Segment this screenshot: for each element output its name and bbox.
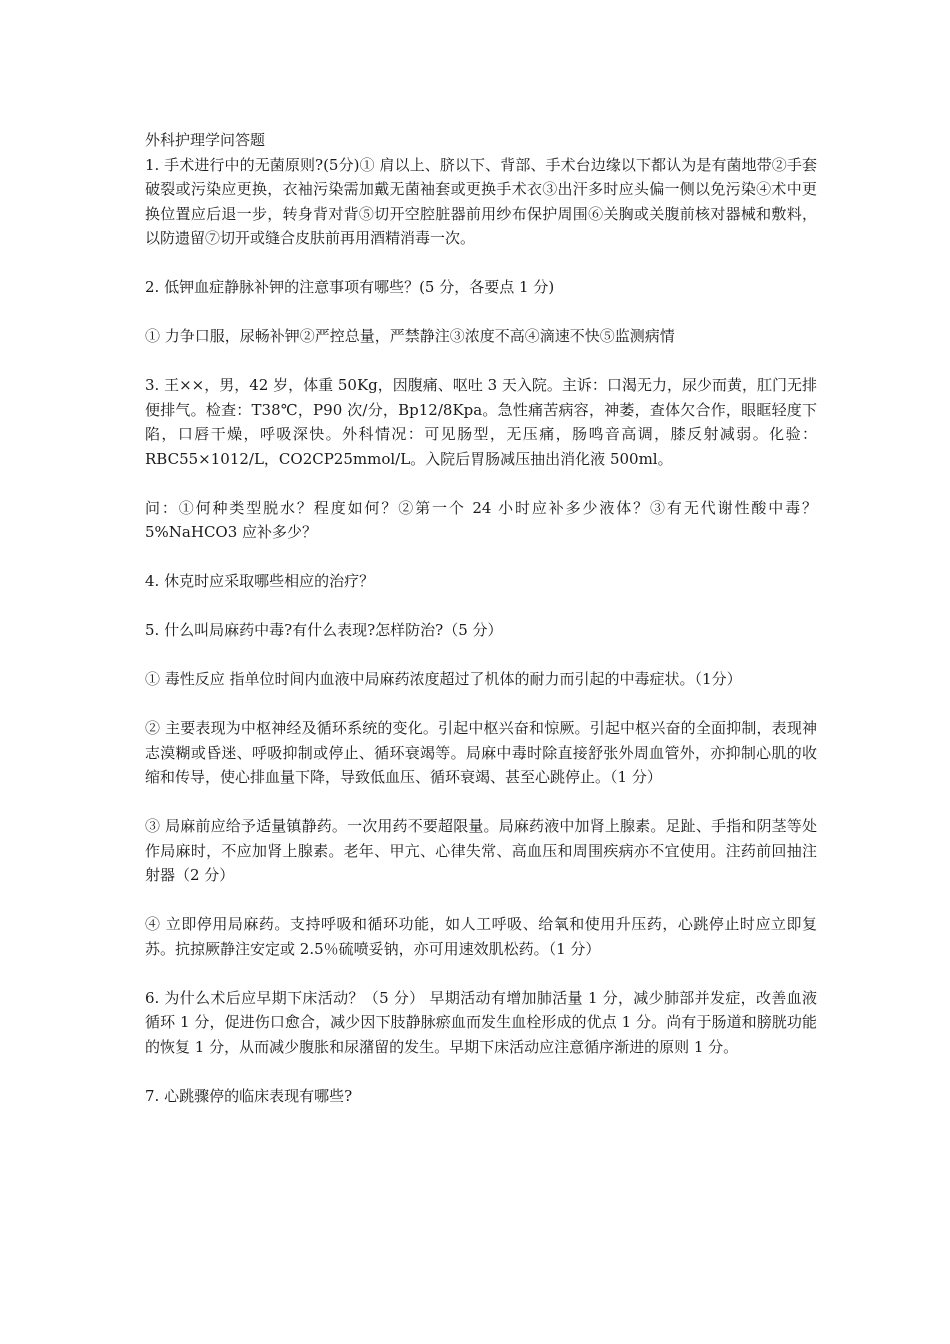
paragraph-q5: 5. 什么叫局麻药中毒?有什么表现?怎样防治?（5 分） — [145, 621, 503, 639]
document-page — [145, 128, 817, 1133]
paragraph-q5-answer-1: ① 毒性反应 指单位时间内血液中局麻药浓度超过了机体的耐力而引起的中毒症状。（1分） — [145, 670, 742, 688]
document-title: 外科护理学问答题 — [145, 131, 266, 149]
paragraph-q6: 6. 为什么术后应早期下床活动？（5 分） 早期活动有增加肺活量 1 分，减少肺部并发症，改善血液循环 1 分，促进伤口愈合，减少因下肢静脉瘀血而发生血栓形成的优点 1 分。尚有于肠道和膀胱功能的恢复 1 分，从而减少腹胀和尿潴留的发生。早期下床活动应注意循序渐进的原则 1 分。 — [145, 988, 817, 1056]
paragraph-q5-answer-3: ③ 局麻前应给予适量镇静药。一次用药不要超限量。局麻药液中加肾上腺素。足趾、手指和阴茎等处作局麻时，不应加肾上腺素。老年、甲亢、心律失常、高血压和周围疾病亦不宜使用。注药前回抽注射器（2 分） — [145, 817, 817, 884]
paragraph-q5-answer-4: ④ 立即停用局麻药。支持呼吸和循环功能，如人工呼吸、给氧和使用升压药，心跳停止时应立即复苏。抗掠厥静注安定或 2.5％硫喷妥钠，亦可用速效肌松药。（1 分） — [145, 915, 817, 958]
paragraph-q5-answer-2: ② 主要表现为中枢神经及循环系统的变化。引起中枢兴奋和惊厥。引起中枢兴奋的全面抑制，表现神志漠糊或昏迷、呼吸抑制或停止、循环衰竭等。局麻中毒时除直接舒张外周血管外，亦抑制心肌的收缩和传导，使心排血量下降，导致低血压、循环衰竭、甚至心跳停止。（1 分） — [145, 719, 817, 786]
paragraph-q3-questions: 问：①何种类型脱水？程度如何？②第一个 24 小时应补多少液体？③有无代谢性酸中毒？5%NaHCO3 应补多少？ — [145, 498, 817, 541]
paragraph-q1: 1. 手术进行中的无菌原则?(5分)① 肩以上、脐以下、背部、手术台边缘以下都认为是有菌地带②手套破裂或污染应更换，衣袖污染需加戴无菌袖套或更换手术衣③出汗多时应头偏一侧以免污染④术中更换位置应后退一步，转身背对背⑤切开空腔脏器前用纱布保护周围⑥关胸或关腹前核对器械和敷料，以防遗留⑦切开或缝合皮肤前再用酒精消毒一次。 — [145, 155, 817, 247]
paragraph-q4: 4. 休克时应采取哪些相应的治疗？ — [145, 572, 375, 590]
paragraph-q2: 2. 低钾血症静脉补钾的注意事项有哪些？(5 分，各要点 1 分) — [145, 278, 555, 296]
paragraph-q7: 7. 心跳骤停的临床表现有哪些? — [145, 1086, 353, 1105]
paragraph-q3-case: 3. 王××，男，42 岁，体重 50Kg，因腹痛、呕吐 3 天入院。主诉：口渴无力，尿少而黄，肛门无排便排气。检查：T38℃，P90 次/分，Bp12/8Kpa。急性痛苦病容，神萎，查体欠合作，眼眶轻度下陷，口唇干燥，呼吸深快。外科情况：可见肠型，无压痛，肠鸣音高调，膝反射减弱。化验：RBC55×1012/L，CO2CP25mmol/L。入院后胃肠减压抽出消化液 500ml。 — [145, 376, 817, 468]
paragraph-q2-answer: ① 力争口服，尿畅补钾②严控总量，严禁静注③浓度不高④滴速不快⑤监测病情 — [145, 327, 675, 345]
